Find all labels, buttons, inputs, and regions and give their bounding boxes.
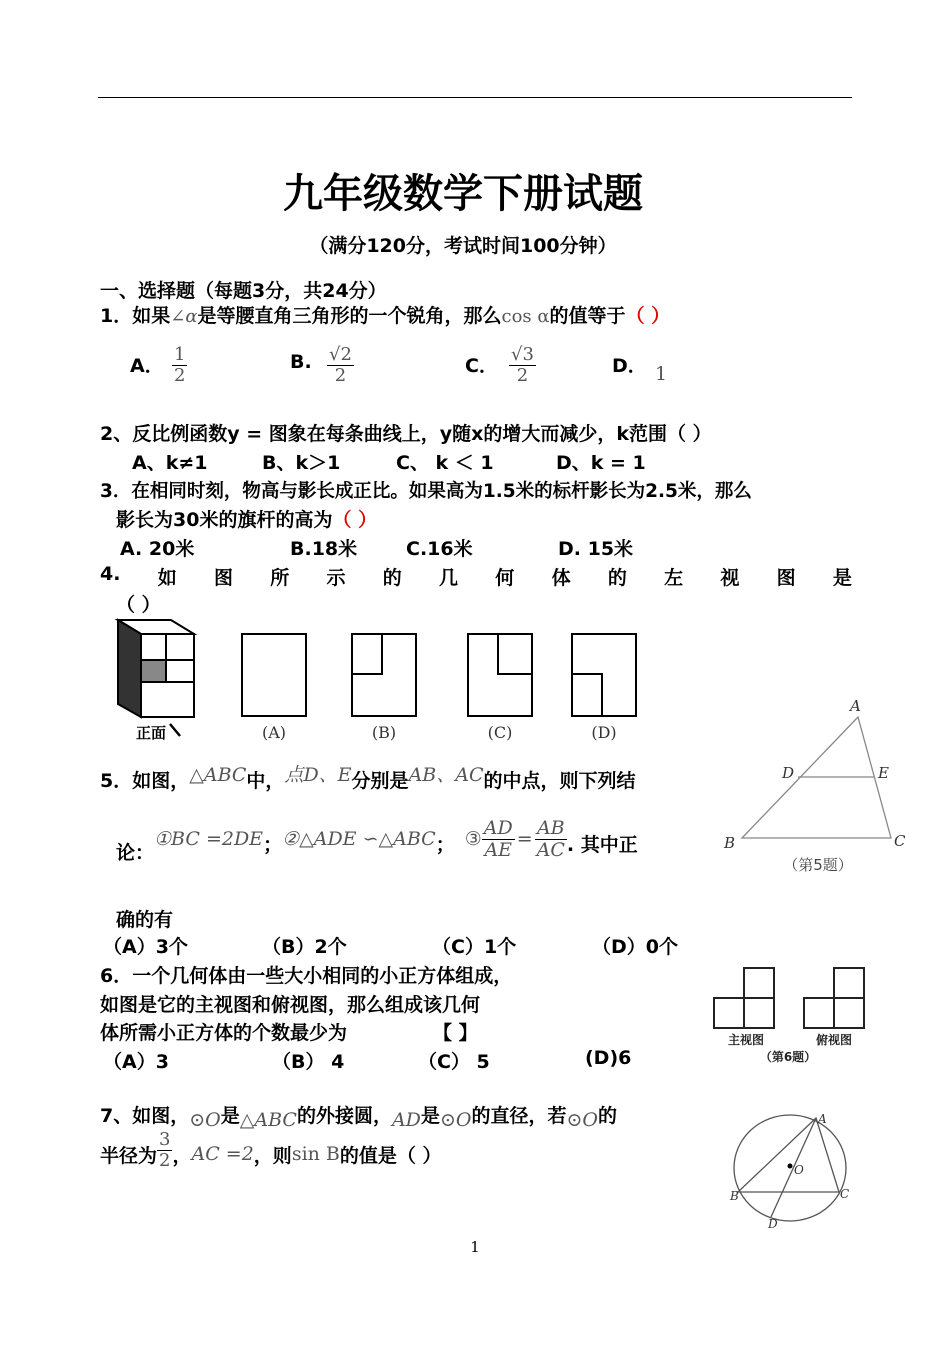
q4-char: 的 [607, 567, 627, 589]
question-1 [100, 301, 670, 328]
label-o: O [794, 1163, 804, 1177]
q2-option-d: D、k = 1 [556, 452, 646, 474]
q1-a-num: 1 [174, 344, 186, 365]
q3-option-a: A. 20米 [120, 538, 195, 560]
q6-option-c: （C） 5 [418, 1051, 490, 1073]
label-b: B [724, 834, 736, 852]
q1-option-a-frac [172, 345, 187, 386]
question-6-line3 [100, 1018, 478, 1045]
q1-paren: （ ） [625, 305, 671, 327]
q5-conclusion-2: ②△ADE ∽△ABC [282, 828, 436, 851]
label-a: A [818, 1112, 827, 1126]
q1-mid: 是等腰直角三角形的一个锐角，那么 [197, 305, 502, 327]
q5-tail: . 其中正 [566, 833, 638, 856]
q7-shi: 是 [220, 1105, 240, 1127]
option-c-view [468, 634, 532, 716]
q1-angle: ∠α [170, 306, 198, 327]
q4-char: 4. [100, 563, 121, 585]
label-a: A [850, 697, 861, 715]
q3-option-d: D. 15米 [558, 538, 634, 560]
q7-circle-o3: ⊙O [566, 1109, 598, 1131]
q5-end: 的中点，则下列结 [483, 770, 636, 792]
q5-fenbie: 分别是 [351, 770, 409, 792]
page-title: 九年级数学下册试题 [283, 171, 643, 217]
label-c: C [840, 1187, 850, 1201]
q6-option-a: （A）3 [103, 1051, 169, 1073]
q1-option-b-label: B. [290, 351, 312, 373]
center-dot [788, 1164, 793, 1169]
q5-semi-1: ； [263, 833, 283, 856]
q5-f1-num: AD [483, 817, 513, 839]
q7-zhijing: 的直径，若 [471, 1105, 567, 1127]
q5-option-d: （D）0个 [592, 936, 678, 958]
q5-lun: 论： [116, 841, 155, 864]
q6-bracket: 【 】 [433, 1022, 478, 1044]
q2-option-c: C、 k ＜ 1 [396, 452, 494, 474]
q5-option-b: （B）2个 [262, 936, 347, 958]
option-a-view [242, 634, 306, 716]
q7-circle-figure [724, 1108, 864, 1233]
q1-option-d-value: 1 [655, 363, 668, 385]
q7-end: 的值是（ ） [339, 1144, 442, 1167]
section-heading: 一、选择题（每题3分，共24分） [100, 280, 387, 302]
q1-a-den: 2 [174, 364, 186, 386]
q1-option-d-label: D． [612, 355, 647, 377]
header-rule [98, 97, 852, 98]
q5-option-c: （C）1个 [432, 936, 517, 958]
q6-line3-text: 体所需小正方体的个数最少为 [100, 1022, 348, 1044]
q7-line2-start: 半径为 [100, 1144, 158, 1167]
q2-option-b: B、k＞1 [262, 452, 341, 474]
q5-caption: （第5题） [783, 856, 853, 874]
q5-tri: △ABC [189, 764, 247, 786]
question-7-line1 [100, 1101, 617, 1131]
q4-char: 图 [213, 567, 233, 589]
q4-figure [106, 612, 646, 747]
q6-option-d: (D)6 [585, 1047, 632, 1069]
q5-zhong: 中， [246, 770, 285, 792]
q1-end: 的值等于 [549, 305, 626, 327]
top-view [804, 968, 864, 1028]
q5-frac-1 [482, 818, 515, 861]
q4-char: 示 [326, 567, 346, 589]
q3-option-c: C.16米 [406, 538, 473, 560]
q3-paren: （ ） [332, 509, 378, 531]
q1-option-a-label: A． [130, 355, 164, 377]
option-b-label: (B) [371, 723, 397, 742]
q5-start: 5．如图， [100, 770, 190, 792]
question-6-line2: 如图是它的主视图和俯视图，那么组成该几何 [100, 994, 481, 1016]
q5-conclusion-3: ③ [464, 828, 482, 851]
question-2: 2、反比例函数y = 图象在每条曲线上，y随x的增大而减少，k范围（ ） [100, 423, 712, 445]
q5-frac-2 [535, 818, 567, 861]
q7-de: 的 [597, 1105, 617, 1127]
q4-char: 体 [551, 567, 571, 589]
q7-radius-frac [157, 1130, 172, 1171]
q4-char: 所 [270, 567, 290, 589]
front-view-label: 主视图 [727, 1033, 765, 1047]
q4-char: 图 [776, 567, 796, 589]
q5-eq: = [516, 828, 533, 851]
q7-sinb: sin B [291, 1143, 340, 1166]
q1-option-b-frac [327, 345, 354, 386]
question-5-line3: 确的有 [116, 909, 174, 931]
q3-option-b: B.18米 [290, 538, 358, 560]
q1-b-den: 2 [334, 364, 347, 386]
q7-ze: ，则 [253, 1144, 292, 1167]
label-d: D [782, 764, 795, 782]
q5-semi-2: ； [435, 833, 455, 856]
top-view-label: 俯视图 [815, 1033, 853, 1047]
label-c: C [894, 832, 906, 850]
q4-char: 的 [382, 567, 402, 589]
page-number: 1 [470, 1238, 480, 1256]
q5-segs: AB、AC [408, 764, 484, 786]
question-5-line1 [100, 766, 636, 793]
q7-shi2: 是 [420, 1105, 440, 1127]
q5-f1-den: AE [484, 838, 513, 861]
q4-char: 视 [720, 567, 740, 589]
q1-option-c-label: C． [465, 355, 498, 377]
front-label: 正面 [136, 724, 167, 742]
q3-line2-text: 影长为30米的旗杆的高为 [116, 509, 333, 531]
q7-circle-o2: ⊙O [439, 1109, 472, 1131]
q1-c-den: 2 [516, 364, 529, 386]
option-a-label: (A) [261, 723, 287, 742]
front-view [714, 968, 774, 1028]
q4-char: 左 [664, 567, 684, 589]
question-3-line2 [116, 505, 377, 532]
question-6-line1: 6．一个几何体由一些大小相同的小正方体组成， [100, 965, 513, 987]
option-d-view [572, 634, 636, 716]
option-b-view [352, 634, 416, 716]
question-3-line1: 3．在相同时刻，物高与影长成正比。如果高为1.5米的标杆影长为2.5米，那么 [100, 481, 752, 502]
q7-tri: △ABC [239, 1109, 297, 1131]
q4-paren: （ ） [116, 594, 161, 616]
option-c-label: (C) [487, 723, 513, 742]
q5-pts: 点D、E [284, 764, 352, 786]
q1-c-num: √3 [511, 344, 534, 365]
question-4 [100, 563, 852, 590]
q5-f2-num: AB [535, 818, 567, 840]
q7-start: 7、如图， [100, 1105, 190, 1127]
q7-comma: ， [172, 1144, 192, 1167]
label-b: B [730, 1189, 739, 1203]
label-e: E [878, 764, 889, 782]
q7-ac: AC =2 [191, 1143, 254, 1166]
q1-option-c-frac [509, 345, 536, 386]
solid-figure [118, 620, 194, 717]
q4-char: 几 [439, 567, 459, 589]
q4-char: 是 [832, 567, 852, 589]
q5-triangle-figure [718, 695, 918, 880]
q1-b-num: √2 [329, 344, 352, 365]
q5-option-a: （A）3个 [103, 936, 188, 958]
question-5-line2 [116, 817, 638, 864]
q7-waijie: 的外接圆， [296, 1105, 392, 1127]
q6-caption: （第6题） [759, 1050, 817, 1064]
q7-r-num: 3 [159, 1129, 171, 1150]
q2-option-a: A、k≠1 [132, 452, 208, 474]
q6-figure [706, 962, 876, 1072]
option-d-label: (D) [591, 723, 617, 742]
q7-circle-o: ⊙O [189, 1109, 221, 1131]
page-subtitle: （满分120分，考试时间100分钟） [309, 235, 617, 257]
q1-cos: cos α [501, 306, 550, 327]
q5-f2-den: AC [536, 838, 565, 861]
q4-char: 何 [495, 567, 515, 589]
q6-option-b: （B） 4 [272, 1051, 345, 1073]
q5-conclusion-1: ①BC =2DE [154, 828, 264, 851]
label-d: D [768, 1217, 778, 1231]
q7-ad: AD [391, 1109, 421, 1131]
front-arrow [170, 724, 180, 736]
q1-num: 1．如果 [100, 305, 171, 327]
q4-char: 如 [157, 567, 177, 589]
question-7-line2 [100, 1130, 442, 1171]
q7-r-den: 2 [159, 1149, 171, 1171]
